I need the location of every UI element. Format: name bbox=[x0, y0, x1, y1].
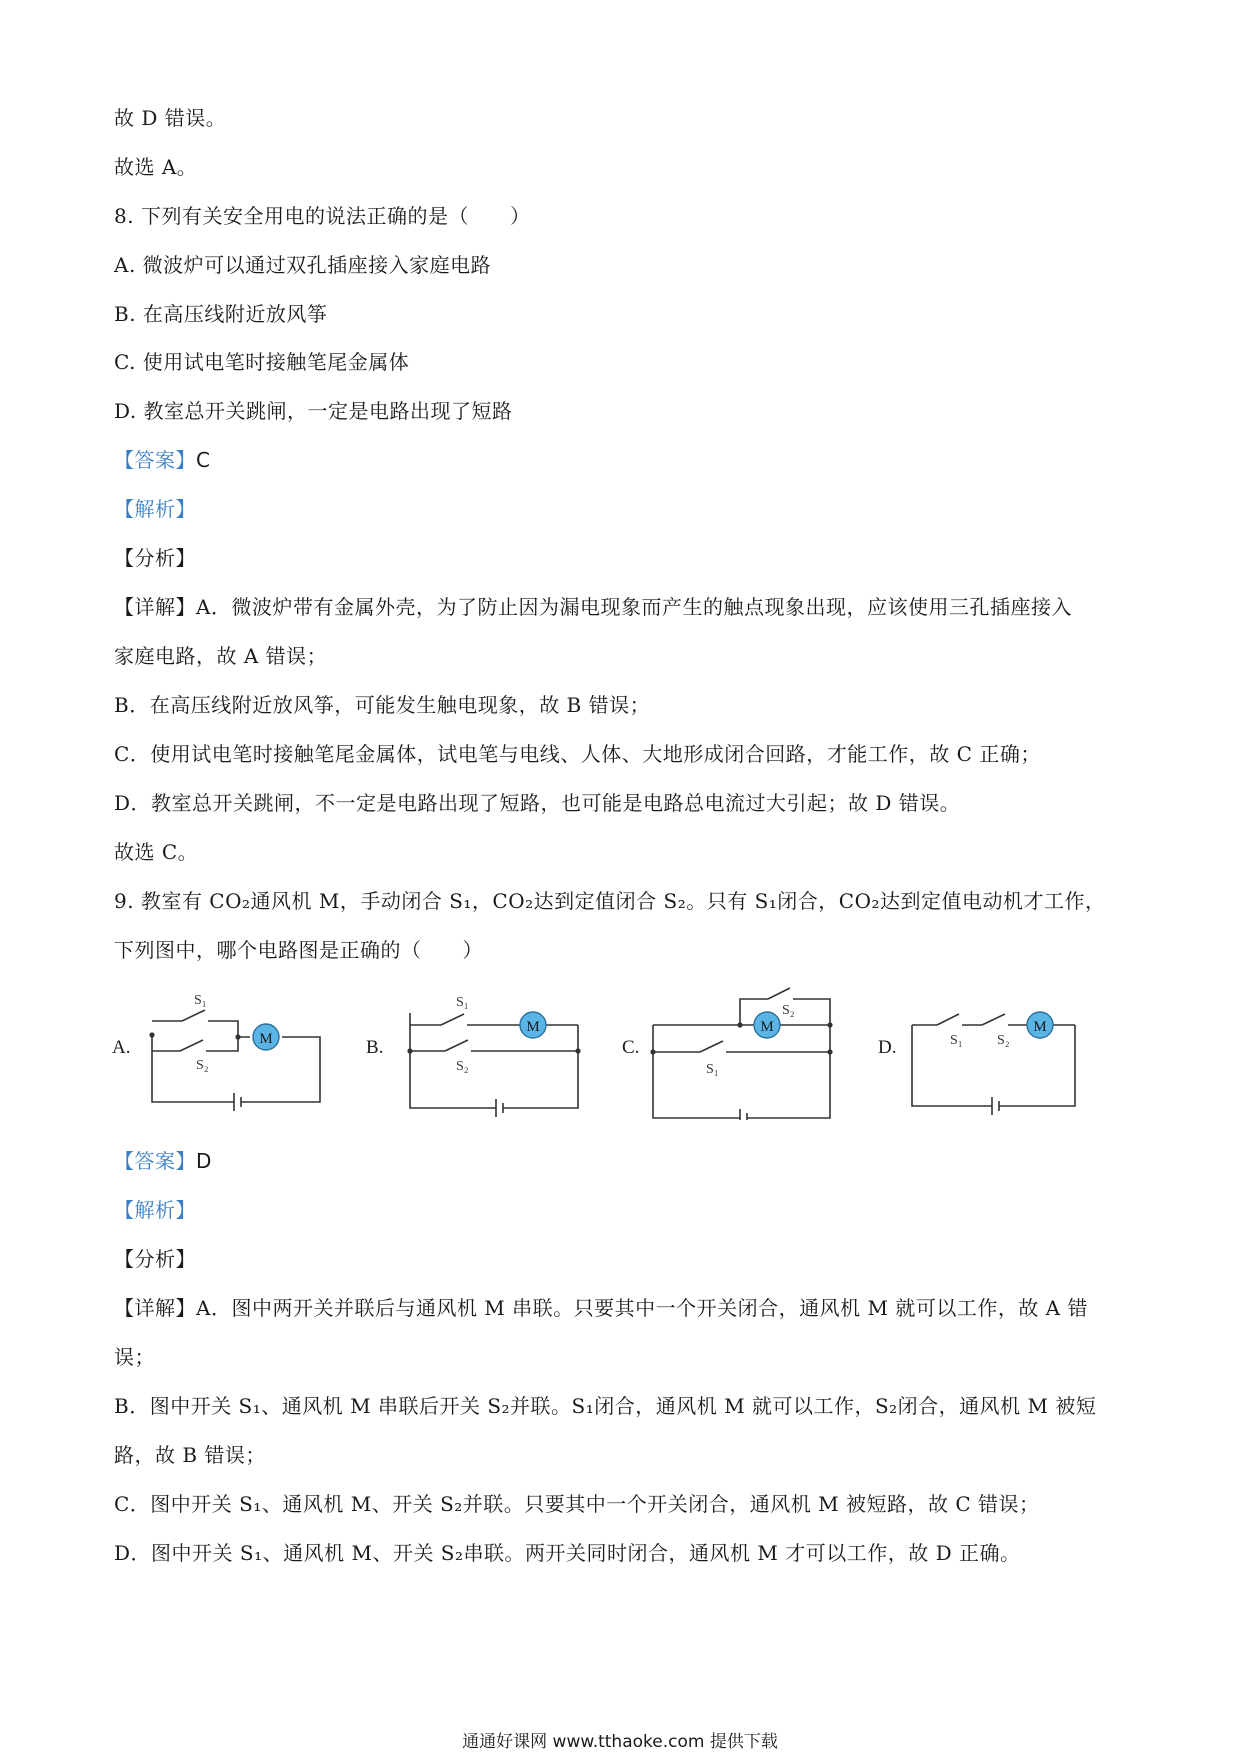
detail-line: 【详解】A．图中两开关并联后与通风机 M 串联。只要其中一个开关闭合，通风机 M 就可以工作，故 A 错 bbox=[114, 1296, 1088, 1320]
svg-text:M: M bbox=[760, 1019, 774, 1035]
svg-text:M: M bbox=[259, 1031, 273, 1047]
detail-line: C．使用试电笔时接触笔尾金属体，试电笔与电线、人体、大地形成闭合回路，才能工作，故 C 正确； bbox=[114, 742, 1041, 766]
detail-line: D．教室总开关跳闸，不一定是电路出现了短路，也可能是电路总电流过大引起；故 D 错误。 bbox=[114, 791, 961, 815]
fenxi-tag: 【分析】 bbox=[114, 1247, 196, 1271]
switch-label-s1: S₁ bbox=[706, 1062, 719, 1077]
answer-value: C bbox=[196, 448, 211, 472]
motor-b bbox=[520, 1012, 546, 1038]
svg-text:M: M bbox=[526, 1019, 540, 1035]
detail-line: D．图中开关 S₁、通风机 M、开关 S₂串联。两开关同时闭合，通风机 M 才可以工作，故 D 正确。 bbox=[114, 1541, 1021, 1565]
detail-line: B．图中开关 S₁、通风机 M 串联后开关 S₂并联。S₁闭合，通风机 M 就可以工作，S₂闭合，通风机 M 被短 bbox=[114, 1394, 1097, 1418]
option-a: A. 微波炉可以通过双孔插座接入家庭电路 bbox=[114, 253, 492, 277]
analysis-tag: 【解析】 bbox=[114, 1198, 196, 1222]
diagram-label-c: C. bbox=[622, 1037, 640, 1058]
answer-tag: 【答案】 bbox=[114, 448, 196, 472]
option-c: C. 使用试电笔时接触笔尾金属体 bbox=[114, 350, 410, 374]
svg-text:M: M bbox=[1033, 1019, 1047, 1035]
detail-line: C．图中开关 S₁、通风机 M、开关 S₂并联。只要其中一个开关闭合，通风机 M 被短路，故 C 错误； bbox=[114, 1492, 1040, 1516]
option-d: D. 教室总开关跳闸，一定是电路出现了短路 bbox=[114, 399, 513, 423]
detail-line: 误； bbox=[114, 1345, 155, 1369]
text-line: 故选 A。 bbox=[114, 155, 198, 179]
switch-label-s1: S₁ bbox=[194, 993, 207, 1008]
question-8: 8. 下列有关安全用电的说法正确的是（ ） bbox=[114, 204, 531, 228]
footer-watermark: 通通好课网 www.tthaoke.com 提供下载 bbox=[462, 1732, 778, 1752]
answer-line bbox=[114, 446, 210, 474]
motor-c bbox=[754, 1012, 780, 1038]
diagram-label-a: A. bbox=[112, 1037, 131, 1058]
switch-label-s2: S₂ bbox=[782, 1003, 795, 1018]
answer-value: D bbox=[196, 1149, 212, 1173]
detail-line: B．在高压线附近放风筝，可能发生触电现象，故 B 错误； bbox=[114, 693, 651, 717]
circuit-diagrams bbox=[100, 985, 1140, 1120]
text-line: 故 D 错误。 bbox=[114, 106, 227, 130]
switch-label-s2: S₂ bbox=[196, 1058, 209, 1073]
answer-tag: 【答案】 bbox=[114, 1149, 196, 1173]
analysis-tag: 【解析】 bbox=[114, 497, 196, 521]
switch-label-s1: S₁ bbox=[456, 995, 469, 1010]
detail-line: 家庭电路，故 A 错误； bbox=[114, 644, 328, 668]
question-9-cont: 下列图中，哪个电路图是正确的（ ） bbox=[114, 938, 483, 962]
detail-line: 【详解】A．微波炉带有金属外壳，为了防止因为漏电现象而产生的触点现象出现，应该使用三孔插座接入 bbox=[114, 595, 1072, 619]
answer-line bbox=[114, 1147, 212, 1175]
diagram-label-b: B. bbox=[366, 1037, 384, 1058]
question-9: 9. 教室有 CO₂通风机 M，手动闭合 S₁，CO₂达到定值闭合 S₂。只有 S₁闭合，CO₂达到定值电动机才工作， bbox=[114, 889, 1106, 913]
diagram-label-d: D. bbox=[878, 1037, 897, 1058]
motor-a bbox=[253, 1024, 279, 1050]
motor-d bbox=[1027, 1012, 1053, 1038]
switch-label-s2: S₂ bbox=[456, 1059, 469, 1074]
text-line: 故选 C。 bbox=[114, 840, 199, 864]
option-b: B. 在高压线附近放风筝 bbox=[114, 302, 328, 326]
switch-label-s2: S₂ bbox=[997, 1033, 1010, 1048]
fenxi-tag: 【分析】 bbox=[114, 546, 196, 570]
detail-line: 路，故 B 错误； bbox=[114, 1443, 266, 1467]
switch-label-s1: S₁ bbox=[950, 1033, 963, 1048]
